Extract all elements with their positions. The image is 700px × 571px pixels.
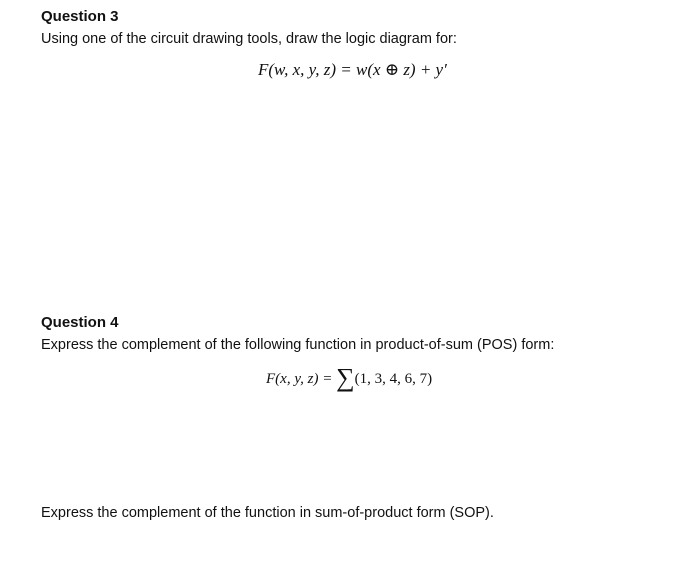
question-3-text: Using one of the circuit drawing tools, draw the logic diagram for: <box>41 31 457 47</box>
question-3-title: Question 3 <box>41 8 119 25</box>
question-4-title: Question 4 <box>41 314 119 331</box>
equation-lhs: F(x, y, z) = <box>266 371 333 387</box>
sigma-symbol: ∑ <box>336 363 355 392</box>
question-3-equation: F(w, x, y, z) = w(x ⊕ z) + y′ <box>258 60 447 79</box>
question-4-sop-text: Express the complement of the function in sum-of-product form (SOP). <box>41 505 494 521</box>
equation-minterms: (1, 3, 4, 6, 7) <box>354 371 433 387</box>
question-4-equation <box>266 363 433 392</box>
question-4-text: Express the complement of the following function in product-of-sum (POS) form: <box>41 337 555 353</box>
